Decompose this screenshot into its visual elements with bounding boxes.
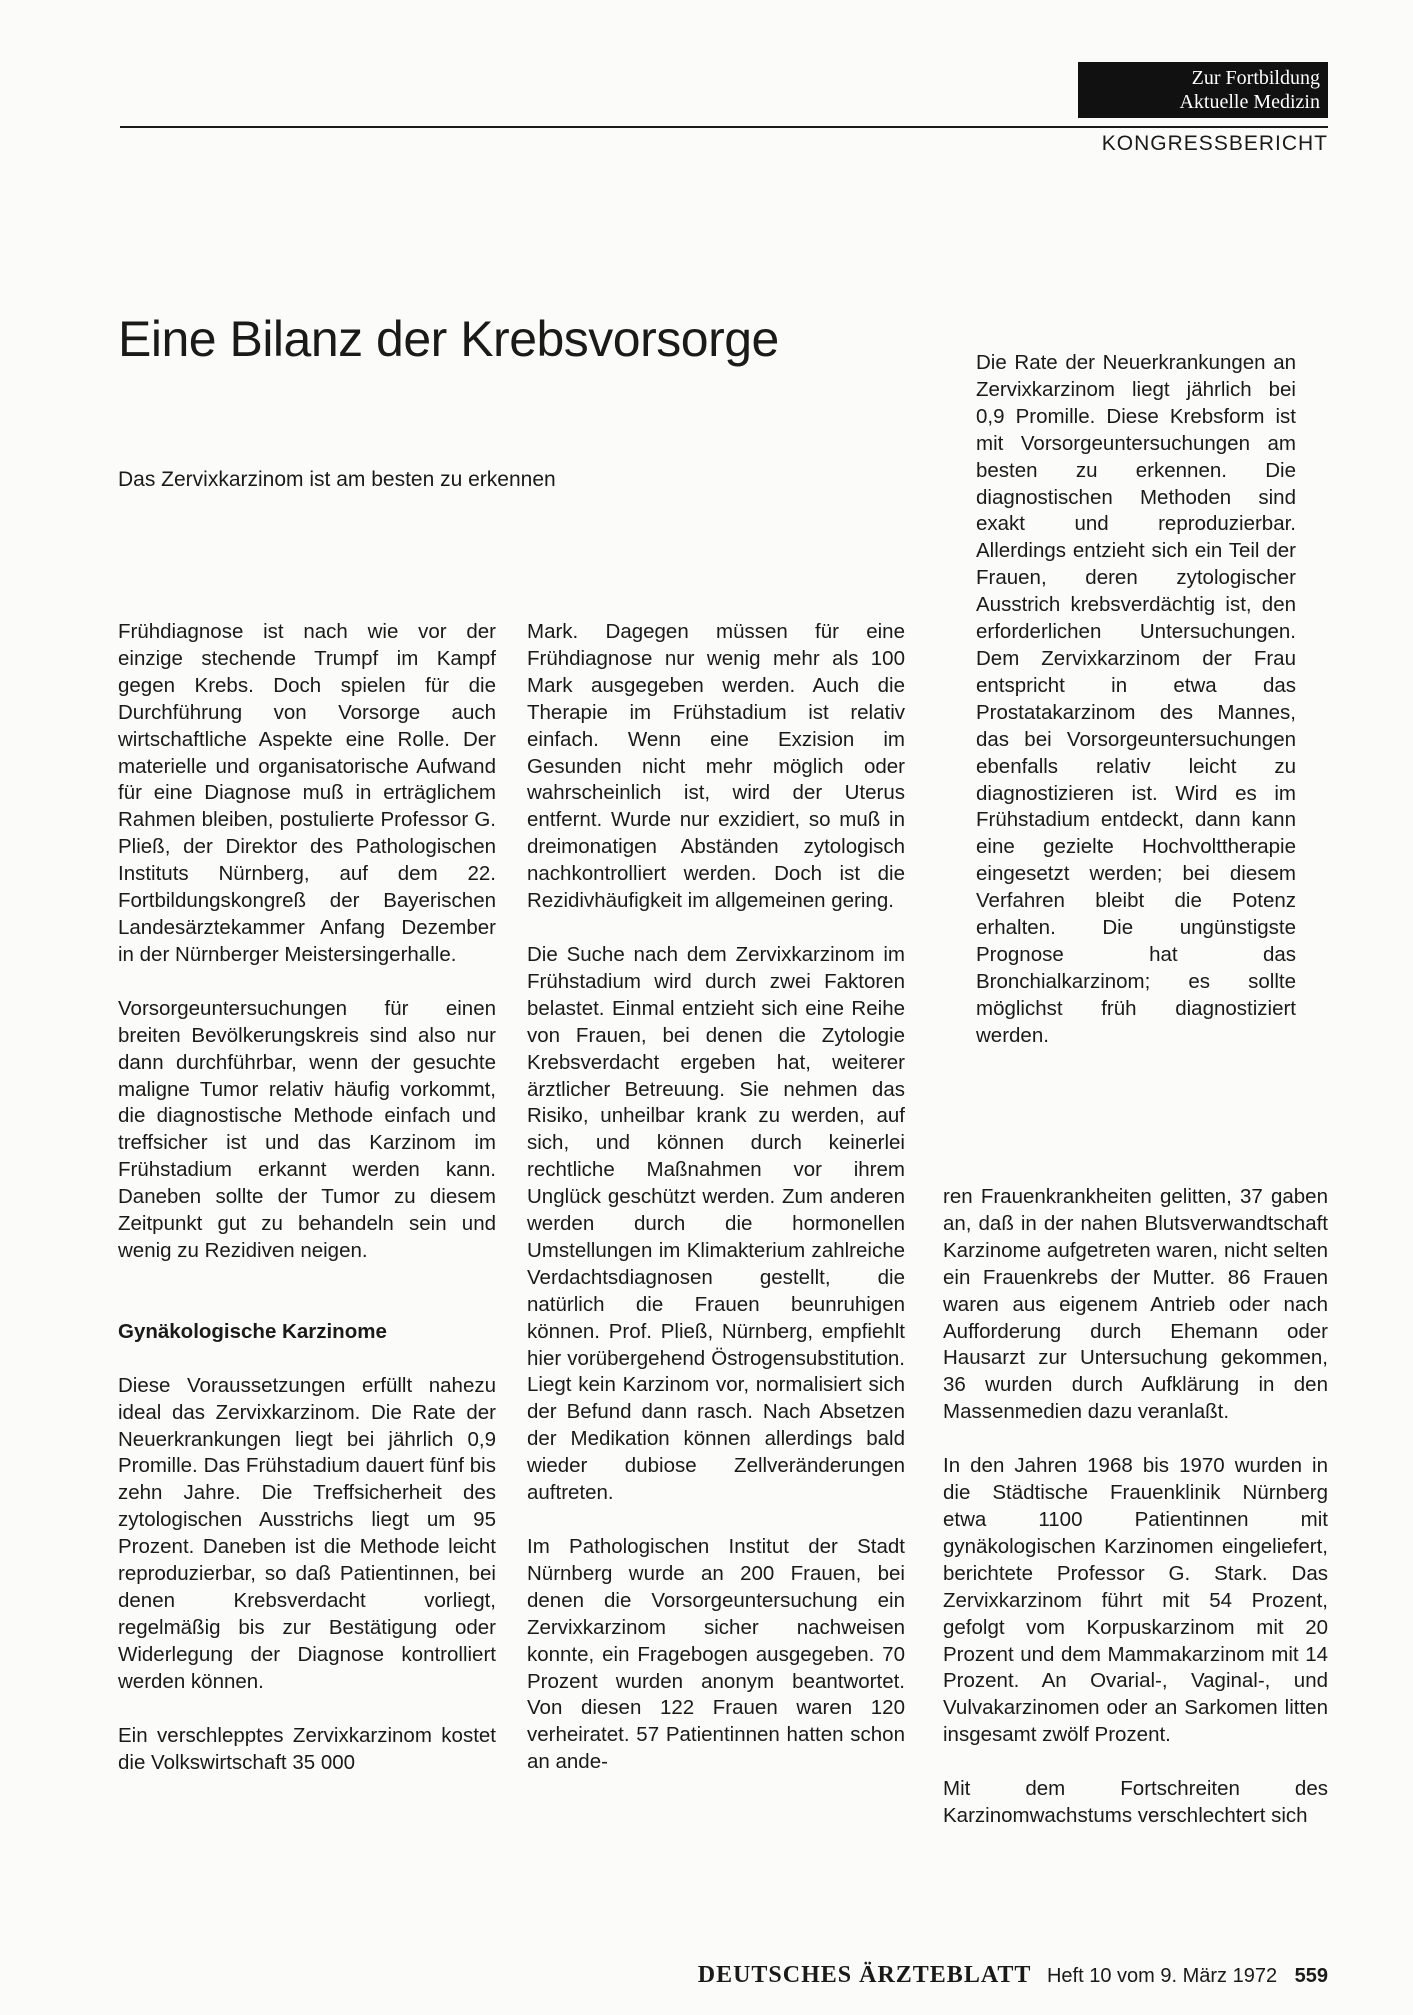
section-badge bbox=[1078, 62, 1328, 118]
paragraph: Im Pathologischen Institut der Stadt Nürnberg wurde an 200 Frauen, bei denen die Vorsorgeuntersuchung ein Zervixkarzinom sicher nachweisen konnte, ein Fragebogen ausgegeben. 70 Prozent wurden anonym beantwortet. Von diesen 122 Frauen waren 120 verheiratet. 57 Patientinnen hatten schon an ande- bbox=[527, 1535, 905, 1774]
paragraph: Ein verschlepptes Zervixkarzinom kostet die Volkswirtschaft 35 000 bbox=[118, 1723, 496, 1774]
paragraph: Mark. Dagegen müssen für eine Frühdiagnose nur wenig mehr als 100 Mark ausgegeben werden. Auch die Therapie im Frühstadium ist relativ einfach. Wenn eine Exzision im Gesunden nicht mehr möglich oder wahrscheinlich ist, wird der Uterus entfernt. Wurde nur exzidiert, so muß in dreimonatigen Abständen zytologisch nachkontrolliert werden. Doch ist die Rezidivhäufigkeit im allgemeinen gering. bbox=[527, 620, 905, 913]
column-3-bottom bbox=[943, 1184, 1328, 1857]
article-subtitle: Das Zervixkarzinom ist am besten zu erkennen bbox=[118, 468, 556, 491]
section-label: KONGRESSBERICHT bbox=[1101, 132, 1328, 155]
column-3-top bbox=[976, 350, 1296, 1077]
paragraph: Mit dem Fortschreiten des Karzinomwachstums verschlechtert sich bbox=[943, 1777, 1328, 1828]
journal-name: DEUTSCHES ÄRZTEBLATT bbox=[697, 1962, 1032, 1988]
paragraph: ren Frauenkrankheiten gelitten, 37 gaben an, daß in der nahen Blutsverwandtschaft Karzinome aufgetreten waren, nicht selten ein Frauenkrebs der Mutter. 86 Frauen waren aus eigenem Antrieb oder nach Aufforderung durch Ehemann oder Hausarzt zur Untersuchung gekommen, 36 wurden durch Aufklärung in den Massenmedien dazu veranlaßt. bbox=[943, 1185, 1328, 1424]
header-rule bbox=[120, 126, 1328, 128]
paragraph: Vorsorgeuntersuchungen für einen breiten Bevölkerungskreis sind also nur dann durchführbar, wenn der gesuchte maligne Tumor relativ häufig vorkommt, die diagnostische Methode einfach und treffsicher ist und das Karzinom im Frühstadium erkannt werden kann. Daneben sollte der Tumor zu diesem Zeitpunkt gut zu behandeln sein und wenig zu Rezidiven neigen. bbox=[118, 996, 496, 1262]
page-number: 559 bbox=[1294, 1965, 1328, 1987]
column-1 bbox=[118, 619, 496, 1803]
column-2 bbox=[527, 619, 905, 1803]
sidebar-summary: Die Rate der Neuerkrankungen an Zervixkarzinom liegt jährlich bei 0,9 Promille. Diese Krebsform ist mit Vorsorgeuntersuchungen am besten zu erkennen. Die diagnostischen Methoden sind exakt und reproduzierbar. Allerdings entzieht sich ein Teil der Frauen, deren zytologischer Ausstrich krebsverdächtig ist, den erforderlichen Untersuchungen. Dem Zervixkarzinom der Frau entspricht in etwa das Prostatakarzinom des Mannes, das bei Vorsorgeuntersuchungen ebenfalls relativ leicht zu diagnostizieren ist. Wird es im Frühstadium entdeckt, dann kann eine gezielte Hochvolttherapie eingesetzt werden; bei diesem Verfahren bleibt die Potenz erhalten. Die ungünstigste Prognose hat das Bronchialkarzinom; es sollte möglichst früh diagnostiziert werden. bbox=[976, 351, 1296, 1047]
paragraph: Die Suche nach dem Zervixkarzinom im Frühstadium wird durch zwei Faktoren belastet. Einmal entzieht sich eine Reihe von Frauen, bei denen die Zytologie Krebsverdacht ergeben hat, weiterer ärztlicher Betreuung. Sie nehmen das Risiko, unheilbar krank zu werden, auf sich, und können durch keinerlei rechtliche Maßnahmen vor ihrem Unglück geschützt werden. Zum anderen werden durch die hormonellen Umstellungen im Klimakterium zahlreiche Verdachtsdiagnosen gestellt, die natürlich die Frauen beunruhigen können. Prof. Pließ, Nürnberg, empfiehlt hier vorübergehend Östrogensubstitution. Liegt kein Karzinom vor, normalisiert sich der Befund dann rasch. Nach Absetzen der Medikation können allerdings bald wieder dubiose Zellveränderungen auftreten. bbox=[527, 942, 905, 1505]
paragraph: Frühdiagnose ist nach wie vor der einzige stechende Trumpf im Kampf gegen Krebs. Doch spielen für die Durchführung von Vorsorge auch wirtschaftliche Aspekte eine Rolle. Der materielle und organisatorische Aufwand für eine Diagnose muß in erträglichem Rahmen bleiben, postulierte Professor G. Pließ, der Direktor des Pathologischen Instituts Nürnberg, auf dem 22. Fortbildungskongreß der Bayerischen Landesärztekammer Anfang Dezember in der Nürnberger Meistersingerhalle. bbox=[118, 620, 496, 966]
paragraph: Diese Voraussetzungen erfüllt nahezu ideal das Zervixkarzinom. Die Rate der Neuerkrankungen liegt bei jährlich 0,9 Promille. Das Frühstadium dauert fünf bis zehn Jahre. Die Treffsicherheit des zytologischen Ausstrichs liegt um 95 Prozent. Daneben ist die Methode leicht reproduzierbar, so daß Patientinnen, bei denen Krebsverdacht vorliegt, regelmäßig bis zur Bestätigung oder Widerlegung der Diagnose kontrolliert werden können. bbox=[118, 1373, 496, 1693]
paragraph: In den Jahren 1968 bis 1970 wurden in die Städtische Frauenklinik Nürnberg etwa 1100 Patientinnen mit gynäkologischen Karzinomen eingeliefert, berichtete Professor G. Stark. Das Zervixkarzinom führt mit 54 Prozent, gefolgt vom Korpuskarzinom mit 20 Prozent und dem Mammakarzinom mit 14 Prozent. An Ovarial-, Vaginal-, und Vulvakarzinomen oder an Sarkomen litten insgesamt zwölf Prozent. bbox=[943, 1454, 1328, 1747]
issue-info: Heft 10 vom 9. März 1972 bbox=[1046, 1965, 1278, 1987]
badge-line-2: Aktuelle Medizin bbox=[1179, 91, 1320, 113]
badge-line-1: Zur Fortbildung bbox=[1191, 67, 1320, 89]
section-heading: Gynäkologische Karzinome bbox=[118, 1319, 387, 1343]
article-title: Eine Bilanz der Krebsvorsorge bbox=[118, 311, 779, 367]
page-footer bbox=[698, 1962, 1328, 1989]
